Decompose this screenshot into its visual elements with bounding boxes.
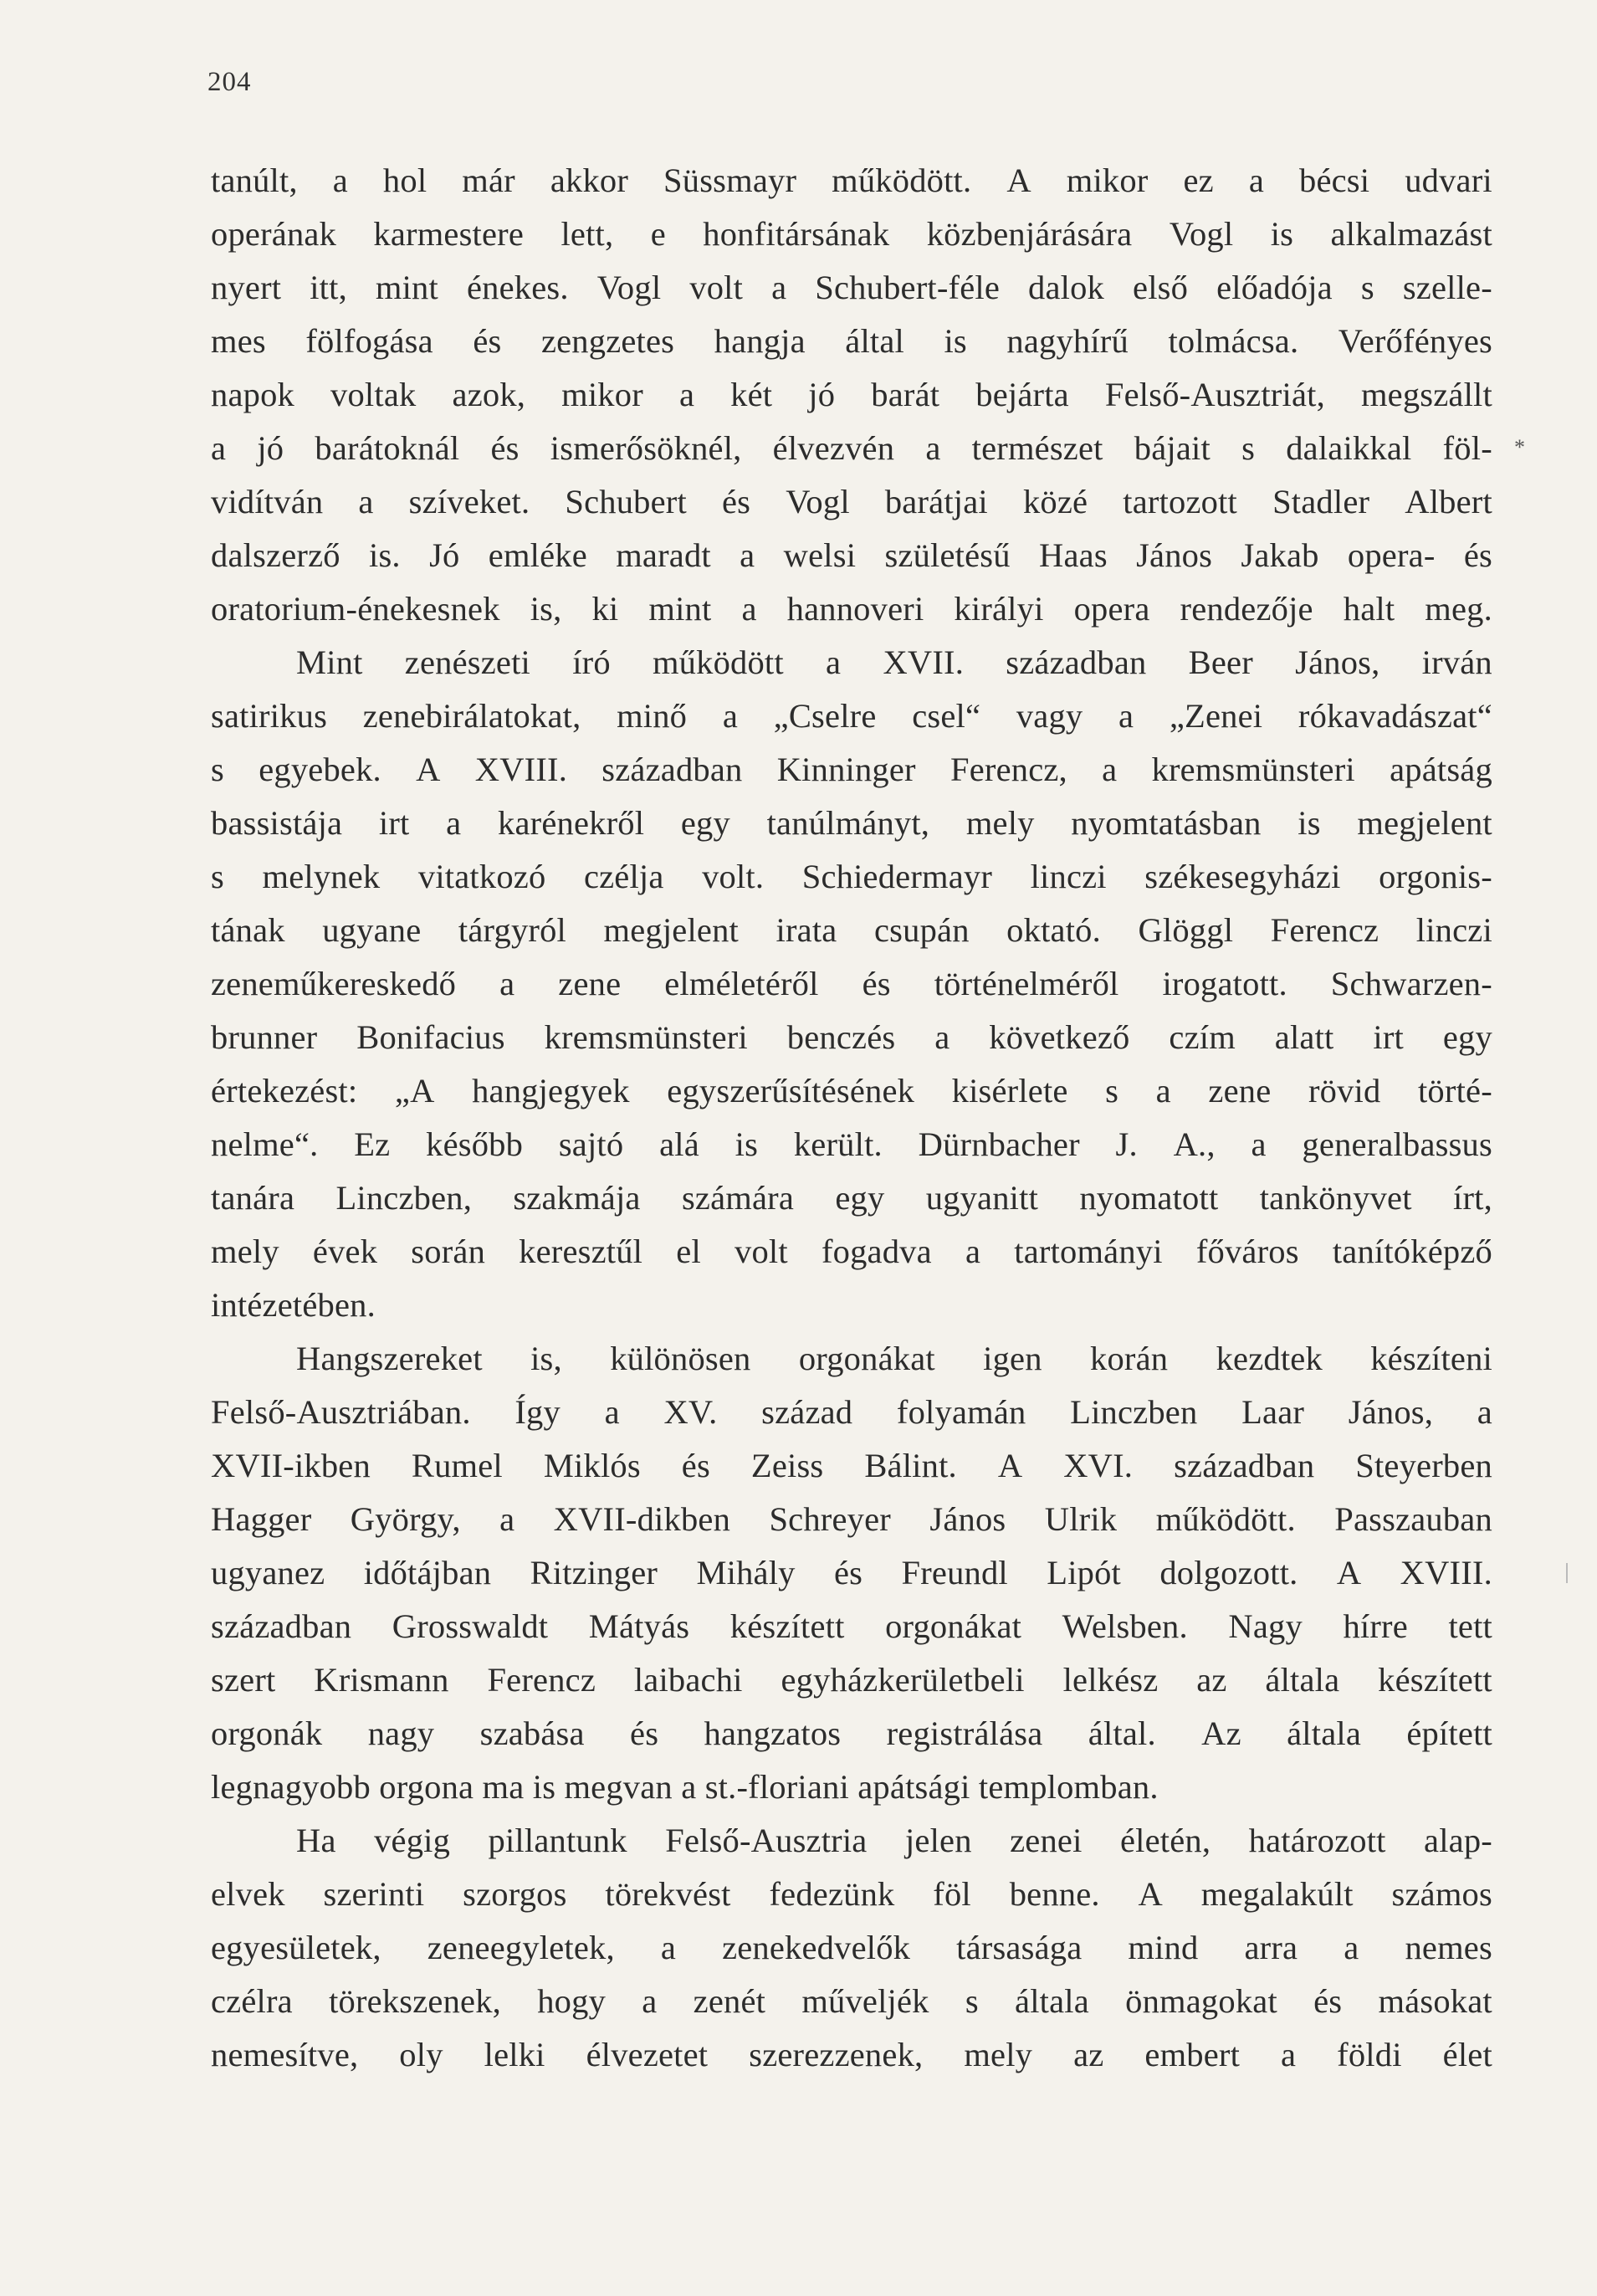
text-line: Hagger György, a XVII-dikben Schreyer János Ulrik működött. Passzauban — [211, 1500, 1492, 1538]
body-text — [211, 154, 1492, 2082]
text-line: szert Krismann Ferencz laibachi egyházkerületbeli lelkész az általa készített — [211, 1661, 1492, 1699]
text-line: Ha végig pillantunk Felső-Ausztria jelen zenei életén, határozott alap- — [296, 1822, 1492, 1859]
text-line: Mint zenészeti író működött a XVII. században Beer János, irván — [296, 643, 1492, 681]
text-line: vidítván a szíveket. Schubert és Vogl barátjai közé tartozott Stadler Albert — [211, 483, 1492, 520]
text-line: oratorium-énekesnek is, ki mint a hannoveri királyi opera rendezője halt meg. — [211, 590, 1492, 628]
text-line: egyesületek, zeneegyletek, a zenekedvelők társasága mind arra a nemes — [211, 1929, 1492, 1966]
text-line: s egyebek. A XVIII. században Kinninger Ferencz, a kremsmünsteri apátság — [211, 751, 1492, 788]
text-line: nelme“. Ez később sajtó alá is került. Dürnbacher J. A., a generalbassus — [211, 1125, 1492, 1163]
text-line: XVII-ikben Rumel Miklós és Zeiss Bálint. A XVI. században Steyerben — [211, 1447, 1492, 1484]
text-line: mely évek során keresztűl el volt fogadva a tartományi főváros tanítóképző — [211, 1233, 1492, 1270]
text-line: a jó barátoknál és ismerősöknél, élvezvén a természet bájait s dalaikkal föl- — [211, 429, 1492, 467]
text-line: nemesítve, oly lelki élvezetet szerezzenek, mely az embert a földi élet — [211, 2036, 1492, 2073]
text-line: ugyanez időtájban Ritzinger Mihály és Freundl Lipót dolgozott. A XVIII. — [211, 1554, 1492, 1591]
text-line: tanára Linczben, szakmája számára egy ugyanitt nyomatott tankönyvet írt, — [211, 1179, 1492, 1217]
scan-speck — [1566, 1563, 1568, 1583]
text-line: operának karmestere lett, e honfitársának közbenjárására Vogl is alkalmazást — [211, 215, 1492, 253]
text-line: elvek szerinti szorgos törekvést fedezünk föl benne. A megalakúlt számos — [211, 1875, 1492, 1913]
text-line: tának ugyane tárgyról megjelent irata csupán oktató. Glöggl Ferencz linczi — [211, 911, 1492, 949]
text-line: tanúlt, a hol már akkor Süssmayr működött. A mikor ez a bécsi udvari — [211, 161, 1492, 199]
text-line: zeneműkereskedő a zene elméletéről és történelméről irogatott. Schwarzen- — [211, 965, 1492, 1002]
text-line: czélra törekszenek, hogy a zenét művelјék s általa önmagokat és másokat — [211, 1982, 1492, 2020]
text-line: nyert itt, mint énekes. Vogl volt a Schubert-féle dalok első előadója s szelle- — [211, 269, 1492, 306]
text-line: bassistája irt a karénekről egy tanúlmányt, mely nyomtatásban is megjelent — [211, 804, 1492, 842]
text-line: orgonák nagy szabása és hangzatos registrálása által. Az általa épített — [211, 1714, 1492, 1752]
margin-asterisk-mark: * — [1514, 435, 1525, 459]
text-line: legnagyobb orgona ma is megvan a st.-floriani apátsági templomban. — [211, 1768, 1159, 1806]
text-line: században Grosswaldt Mátyás készített orgonákat Welsben. Nagy hírre tett — [211, 1607, 1492, 1645]
text-line: intézetében. — [211, 1286, 376, 1324]
text-line: Hangszereket is, különösen orgonákat igen korán kezdtek készíteni — [296, 1340, 1492, 1377]
text-line: Felső-Ausztriában. Így a XV. század folyamán Linczben Laar János, a — [211, 1393, 1492, 1431]
text-line: értekezést: „A hangjegyek egyszerűsítésének kisérlete s a zene rövid törté- — [211, 1072, 1492, 1110]
text-line: napok voltak azok, mikor a két jó barát bejárta Felső-Ausztriát, megszállt — [211, 376, 1492, 413]
text-line: satirikus zenebirálatokat, minő a „Cselre csel“ vagy a „Zenei rókavadászat“ — [211, 697, 1492, 735]
text-line: s melynek vitatkozó czélja volt. Schiedermayr linczi székesegyházi orgonis- — [211, 858, 1492, 895]
text-line: mes fölfogása és zengzetes hangja által is nagyhírű tolmácsa. Verőfényes — [211, 322, 1492, 360]
text-line: dalszerző is. Jó emléke maradt a welsi születésű Haas János Jakab opera- és — [211, 536, 1492, 574]
text-line: brunner Bonifacius kremsmünsteri benczés a következő czím alatt irt egy — [211, 1018, 1492, 1056]
page-number: 204 — [207, 67, 252, 97]
